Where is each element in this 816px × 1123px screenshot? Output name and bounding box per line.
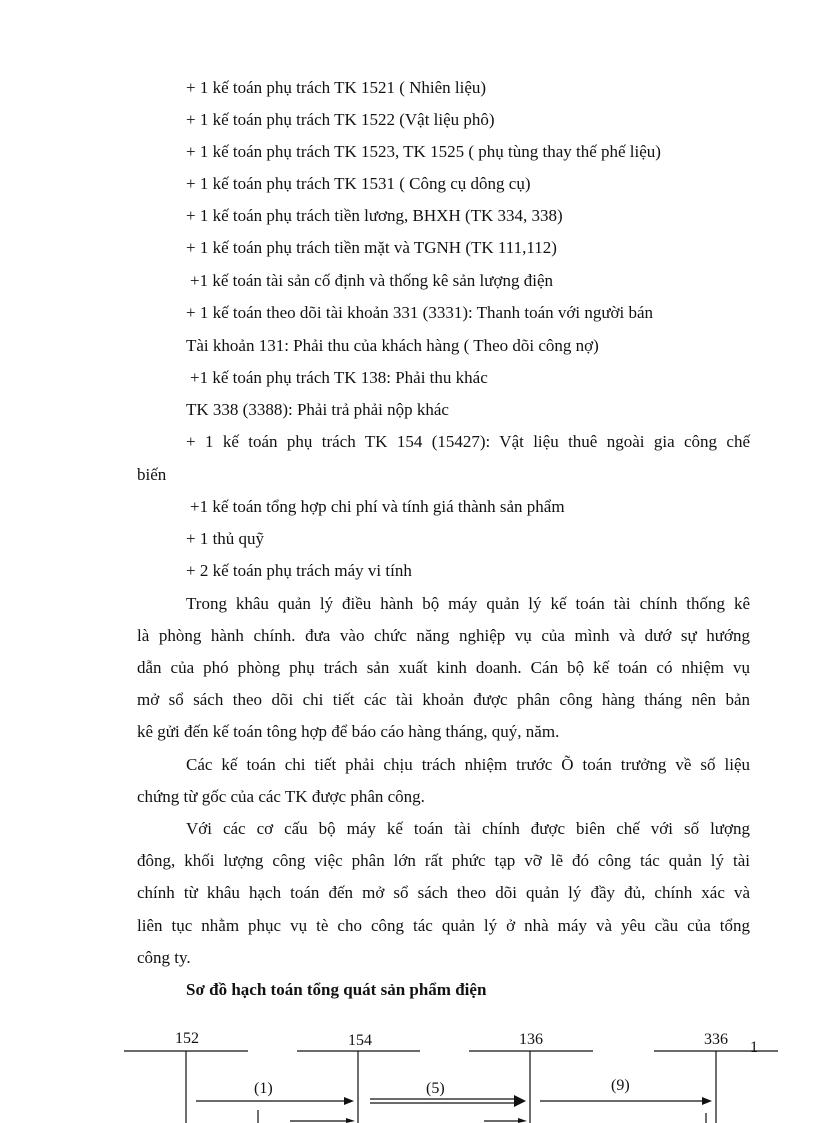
lower-arrow-2-head <box>518 1118 527 1123</box>
paragraph-3-line-2: đông, khối lượng công việc phân lớn rất phức tạp vỡ lẽ đó công tác quản lý tài <box>137 851 750 870</box>
account-label-152: 152 <box>175 1030 199 1047</box>
lower-arrow-1-head <box>346 1118 355 1123</box>
list-line-12: + 1 kế toán phụ trách TK 154 (15427): Vật liệu thuê ngoài gia công chế <box>186 432 750 451</box>
step-label-1: (1) <box>254 1080 273 1097</box>
list-line-13: +1 kế toán tổng hợp chi phí và tính giá thành sản phẩm <box>190 497 565 516</box>
list-line-9: Tài khoản 131: Phải thu của khách hàng ( Theo dõi công nợ) <box>186 336 599 355</box>
list-line-2: + 1 kế toán phụ trách TK 1522 (Vật liệu phô) <box>186 110 495 129</box>
list-line-1: + 1 kế toán phụ trách TK 1521 ( Nhiên liệu) <box>186 78 487 97</box>
list-line-6: + 1 kế toán phụ trách tiền mặt và TGNH (TK 111,112) <box>186 238 557 257</box>
account-label-136: 136 <box>519 1031 543 1048</box>
paragraph-1-line-4: mở sổ sách theo dõi chi tiết các tài khoản được phân công hàng tháng nên bản <box>137 690 750 709</box>
list-line-15: + 2 kế toán phụ trách máy vi tính <box>186 561 412 580</box>
diagram-heading: Sơ đồ hạch toán tổng quát sản phẩm điện <box>186 980 487 999</box>
account-label-154: 154 <box>348 1032 372 1049</box>
paragraph-2-line-2: chứng từ gốc của các TK được phân công. <box>137 787 425 806</box>
account-label-336: 336 <box>704 1031 728 1048</box>
paragraph-3-line-4: liên tục nhằm phục vụ tè cho công tác quản lý ở nhà máy và yêu cầu của tổng <box>137 916 750 935</box>
list-line-8: + 1 kế toán theo dõi tài khoản 331 (3331): Thanh toán với người bán <box>186 303 654 322</box>
arrow-5-head <box>514 1095 526 1107</box>
arrow-1-head <box>344 1097 354 1105</box>
step-label-9: (9) <box>611 1077 630 1094</box>
list-line-4: + 1 kế toán phụ trách TK 1531 ( Công cụ dông cụ) <box>186 174 531 193</box>
paragraph-3-line-1: Với các cơ cấu bộ máy kế toán tài chính được biên chế với số lượng <box>186 819 750 838</box>
arrow-9-head <box>702 1097 712 1105</box>
paragraph-3-line-3: chính từ khâu hạch toán đến mở sổ sách theo dõi quản lý đầy đủ, chính xác và <box>137 883 750 902</box>
list-line-14: + 1 thủ quỹ <box>186 529 265 548</box>
accounting-diagram <box>0 1020 816 1123</box>
page-number: 1 <box>750 1039 758 1056</box>
paragraph-1-line-2: là phòng hành chính. đưa vào chức năng nghiệp vụ của mình và dướ sự hướng <box>137 626 750 645</box>
paragraph-3-line-5: công ty. <box>137 948 191 967</box>
list-line-12-cont: biến <box>137 465 167 484</box>
list-line-11: TK 338 (3388): Phải trả phải nộp khác <box>186 400 449 419</box>
list-line-3: + 1 kế toán phụ trách TK 1523, TK 1525 ( phụ tùng thay thế phế liệu) <box>186 142 661 161</box>
paragraph-2-line-1: Các kế toán chi tiết phải chịu trách nhiệm trước Õ toán trưởng về số liệu <box>186 755 750 774</box>
list-line-7: +1 kế toán tài sản cố định và thống kê sản lượng điện <box>190 271 553 290</box>
list-line-5: + 1 kế toán phụ trách tiền lương, BHXH (TK 334, 338) <box>186 206 563 225</box>
list-line-10: +1 kế toán phụ trách TK 138: Phải thu khác <box>190 368 488 387</box>
paragraph-1-line-1: Trong khâu quản lý điều hành bộ máy quản lý kế toán tài chính thống kê <box>186 594 750 613</box>
paragraph-1-line-3: dẫn của phó phòng phụ trách sản xuất kinh doanh. Cán bộ kế toán có nhiệm vụ <box>137 658 750 677</box>
paragraph-1-line-5: kê gửi đến kế toán tông hợp để báo cáo hàng tháng, quý, năm. <box>137 722 560 741</box>
step-label-5: (5) <box>426 1080 445 1097</box>
